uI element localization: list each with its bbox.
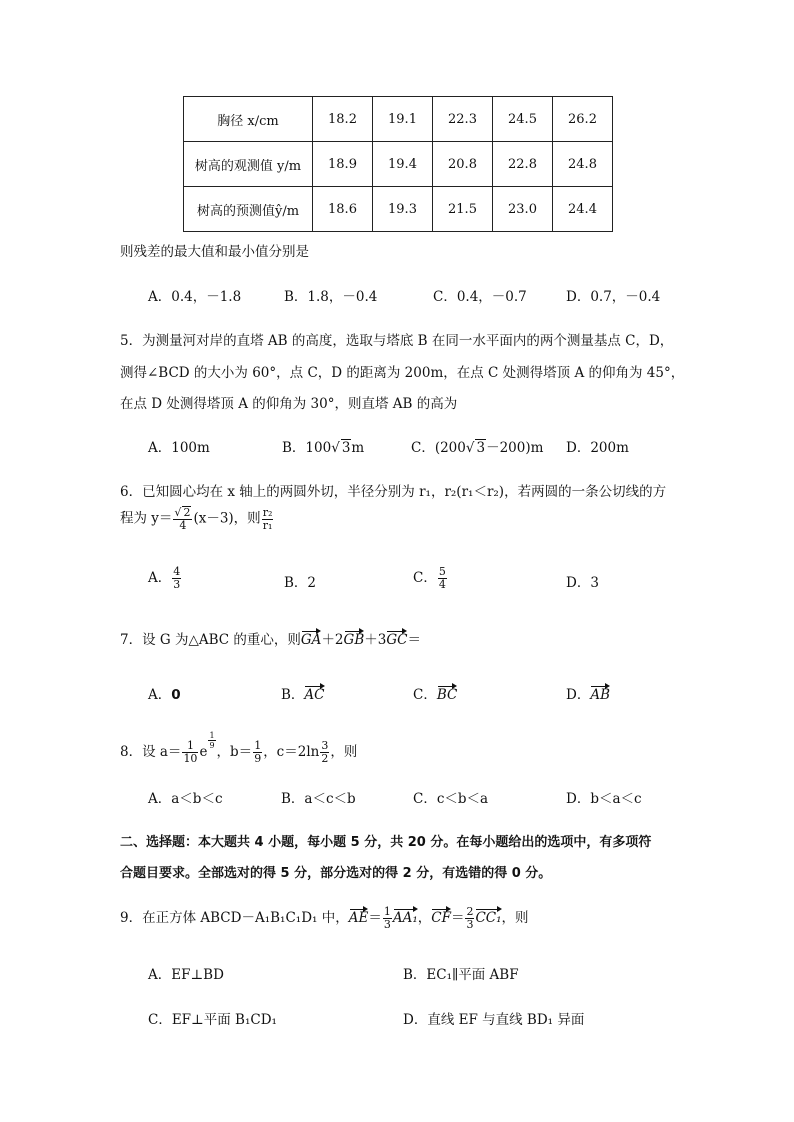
q5-option-c: C．(200√ 3－200)m <box>411 440 544 456</box>
q9-option-d: D．直线 EF 与直线 BD₁ 异面 <box>403 1012 585 1028</box>
q6-option-d: D．3 <box>566 575 599 591</box>
q5-option-b: B．100√ 3m <box>282 440 365 456</box>
q6-option-a: A． $\frac{4}{3}$ <box>148 565 181 591</box>
q4-option-d: D．0.7，－0.4 <box>566 289 661 305</box>
q6-line-2: 程为 y＝ $\frac{√ 2}{4}$ (x－3)，则 $\frac{\text{r₂}}{\text{r₁}}$ <box>120 505 273 532</box>
row-label: 胸径 x/cm <box>184 97 313 142</box>
table-row <box>184 97 613 142</box>
section-2-heading: 二、选择题：本大题共 4 小题，每小题 5 分，共 20 分。在每小题给出的选项中，有多项符 <box>120 835 652 850</box>
q7-option-b: B．AC <box>281 683 325 703</box>
q6-line-1: 6．已知圆心均在 x 轴上的两圆外切，半径分别为 r₁，r₂(r₁＜r₂)，若两圆的一条公切线的方 <box>120 484 667 500</box>
table-cell: 22.3 <box>433 97 493 142</box>
table-cell: 26.2 <box>553 97 613 142</box>
table-row <box>184 187 613 232</box>
table-cell: 24.4 <box>553 187 613 232</box>
table-cell: 24.8 <box>553 142 613 187</box>
q4-option-b: B．1.8，－0.4 <box>284 289 378 305</box>
q9-option-a: A．EF⊥BD <box>148 967 224 983</box>
table-cell: 19.4 <box>373 142 433 187</box>
q8-option-d: D．b＜a＜c <box>566 791 642 807</box>
q4-option-c: C．0.4，－0.7 <box>433 289 527 305</box>
row-label: 树高的观测值 y/m <box>184 142 313 187</box>
q6-option-c: C． $\frac{5}{4}$ <box>413 565 446 591</box>
data-table <box>183 96 613 232</box>
table-cell: 18.2 <box>313 97 373 142</box>
q9-option-b: B．EC₁∥平面 ABF <box>403 967 519 983</box>
table-cell: 20.8 <box>433 142 493 187</box>
q4-stem: 则残差的最大值和最小值分别是 <box>120 244 309 260</box>
table-cell: 23.0 <box>493 187 553 232</box>
table-cell: 18.6 <box>313 187 373 232</box>
q8-option-c: C．c＜b＜a <box>413 791 489 807</box>
table-row <box>184 142 613 187</box>
table-cell: 24.5 <box>493 97 553 142</box>
q7-option-d: D．AB <box>566 683 610 703</box>
q7-stem: 7．设 G 为△ABC 的重心，则GA＋2GB＋3GC＝ <box>120 628 421 648</box>
q8-option-a: A．a＜b＜c <box>148 791 223 807</box>
q9-option-c: C．EF⊥平面 B₁CD₁ <box>148 1012 277 1028</box>
table-cell: 22.8 <box>493 142 553 187</box>
q5-option-d: D．200m <box>566 440 629 456</box>
row-label: 树高的预测值ŷ/m <box>184 187 313 232</box>
table-cell: 21.5 <box>433 187 493 232</box>
table-cell: 18.9 <box>313 142 373 187</box>
q4-option-a: A．0.4，－1.8 <box>148 289 242 305</box>
q8-option-b: B．a＜c＜b <box>281 791 356 807</box>
q7-option-a: A．0 <box>148 687 181 703</box>
q8-stem: 8．设 a＝ $\frac{1}{10}$ e $\frac{1}{9}$ ，b＝ $\frac{1}{9}$ ，c＝2ln $\frac{3}{2}$ ，则 <box>120 731 358 765</box>
q5-option-a: A．100m <box>148 440 210 456</box>
q5-line-3: 在点 D 处测得塔顶 A 的仰角为 30°，则直塔 AB 的高为 <box>120 396 458 412</box>
section-2-instructions: 合题目要求。全部选对的得 5 分，部分选对的得 2 分，有选错的得 0 分。 <box>120 866 552 881</box>
table-cell: 19.1 <box>373 97 433 142</box>
q6-option-b: B．2 <box>284 575 317 591</box>
q7-option-c: C．BC <box>413 683 457 703</box>
table-cell: 19.3 <box>373 187 433 232</box>
q9-stem: 9．在正方体 ABCD－A₁B₁C₁D₁ 中，AE＝ $\frac{1}{3}$ AA₁，CF＝ $\frac{2}{3}$ CC₁，则 <box>120 905 529 931</box>
q5-line-1: 5．为测量河对岸的直塔 AB 的高度，选取与塔底 B 在同一水平面内的两个测量基点 C，D， <box>120 333 674 349</box>
q5-line-2: 测得∠BCD 的大小为 60°，点 C，D 的距离为 200m，在点 C 处测得塔顶 A 的仰角为 45°， <box>120 365 685 381</box>
